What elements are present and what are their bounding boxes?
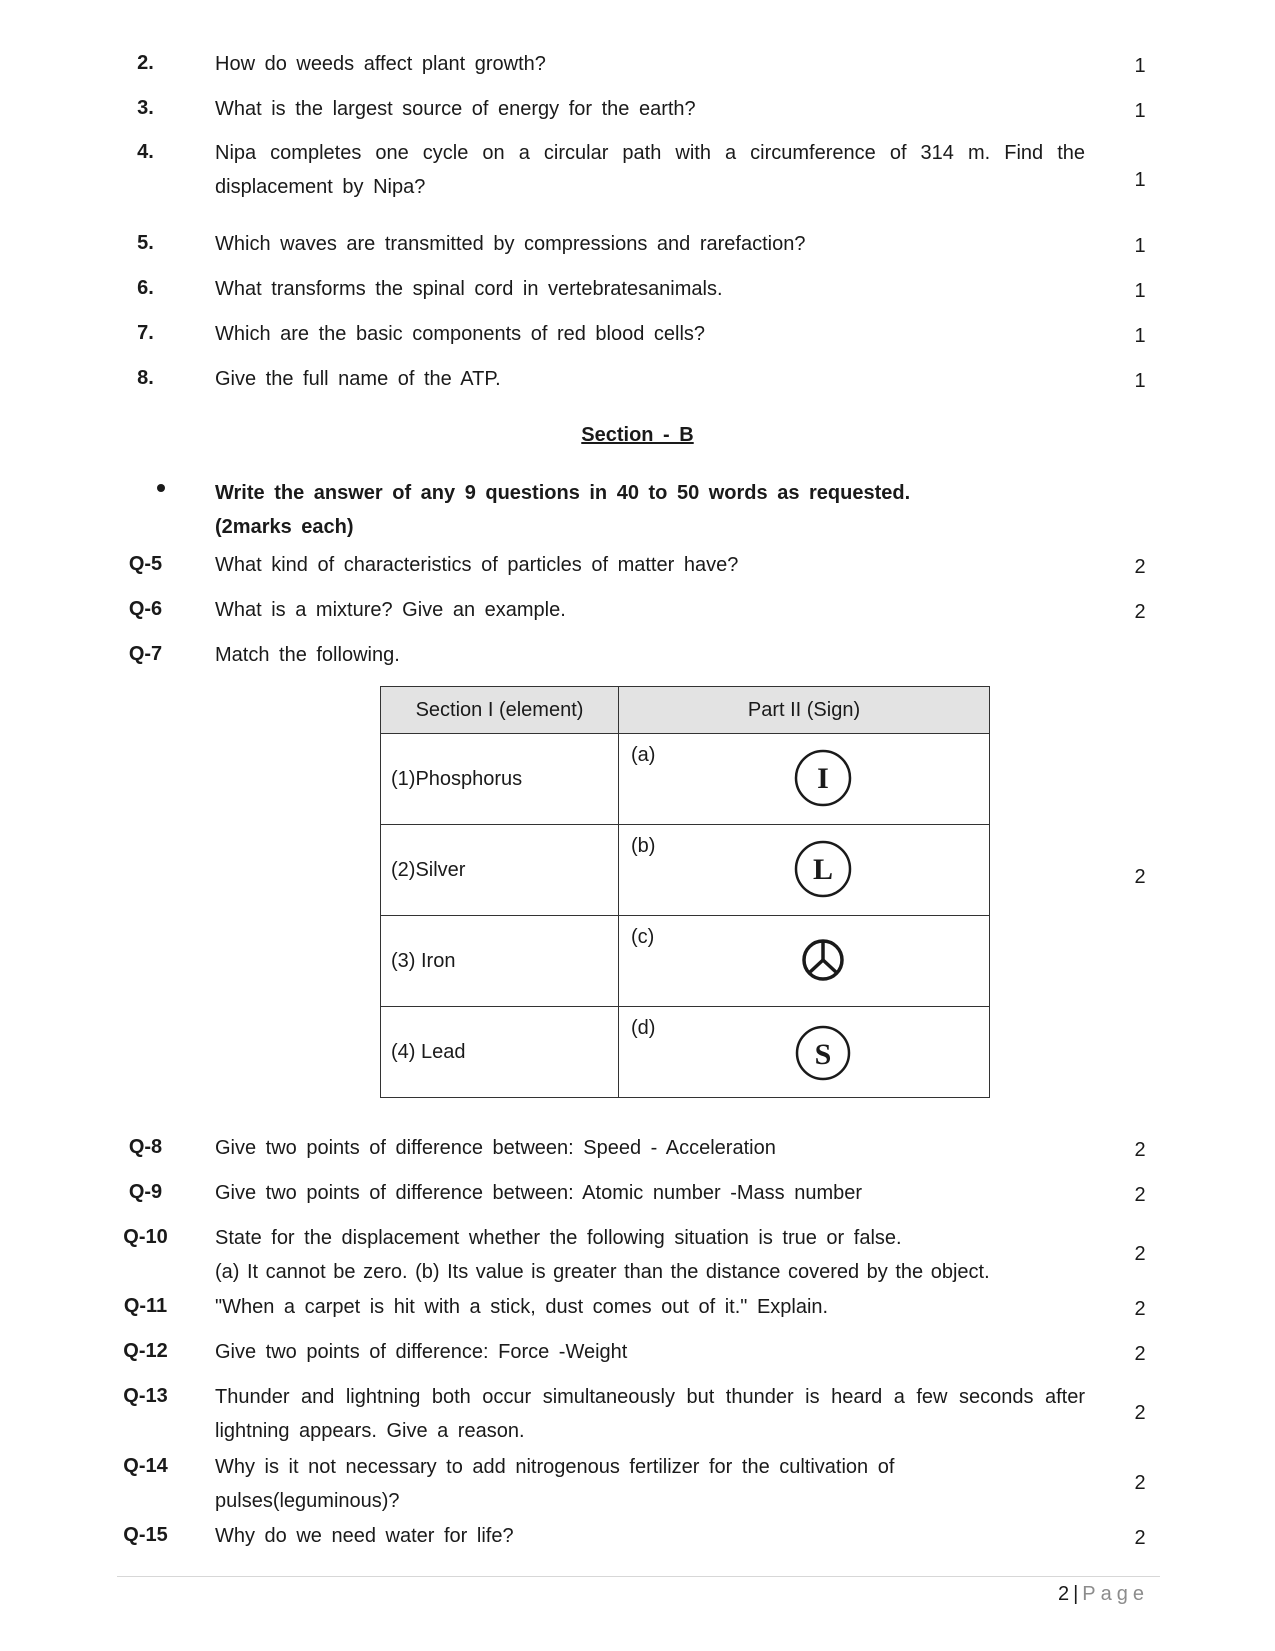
question-line: pulses(leguminous)? bbox=[215, 1490, 400, 1512]
sign-cell bbox=[619, 1007, 990, 1098]
question-text: What is a mixture? Give an example. bbox=[215, 599, 566, 621]
question-mark: 1 bbox=[1134, 169, 1146, 191]
question-mark: 1 bbox=[1134, 55, 1146, 77]
option-letter: (b) bbox=[631, 835, 656, 857]
dalton-symbol-peace-icon bbox=[793, 928, 853, 992]
question-mark: 2 bbox=[1134, 866, 1146, 888]
question-text: Why do we need water for life? bbox=[215, 1525, 514, 1547]
question-text: Give the full name of the ATP. bbox=[215, 368, 501, 390]
table-header-row bbox=[381, 687, 990, 734]
bullet-point bbox=[157, 484, 165, 492]
question-text: Nipa completes one cycle on a circular path with a circumference of 314 m. Find the displacement by Nipa? bbox=[215, 142, 1085, 198]
element-cell: (3) Iron bbox=[381, 916, 619, 1007]
question-number: 8. bbox=[137, 367, 154, 389]
table-header-sign: Part II (Sign) bbox=[619, 687, 990, 734]
element-cell: (2)Silver bbox=[381, 825, 619, 916]
question-number: 5. bbox=[137, 232, 154, 254]
dalton-symbol-s-icon bbox=[793, 1019, 853, 1083]
section-title: Section - B bbox=[581, 424, 694, 446]
question-mark: 2 bbox=[1134, 1184, 1146, 1206]
sign-cell bbox=[619, 916, 990, 1007]
question-number: 4. bbox=[137, 141, 154, 163]
question-number: 2. bbox=[137, 52, 154, 74]
question-number: Q-10 bbox=[123, 1226, 168, 1248]
option-letter: (c) bbox=[631, 926, 655, 948]
table-row bbox=[381, 1007, 990, 1098]
question-number: Q-14 bbox=[123, 1455, 168, 1477]
page-label: Page bbox=[1082, 1583, 1149, 1605]
question-number: Q-13 bbox=[123, 1385, 168, 1407]
question-mark: 1 bbox=[1134, 280, 1146, 302]
question-line: Why is it not necessary to add nitrogenous fertilizer for the cultivation of bbox=[215, 1456, 895, 1478]
question-mark: 1 bbox=[1134, 235, 1146, 257]
question-number: Q-8 bbox=[128, 1136, 163, 1158]
question-text: "When a carpet is hit with a stick, dust comes out of it." Explain. bbox=[215, 1296, 829, 1318]
question-mark: 1 bbox=[1134, 370, 1146, 392]
instruction-line: (2marks each) bbox=[215, 516, 354, 538]
question-mark: 2 bbox=[1134, 1139, 1146, 1161]
question-mark: 2 bbox=[1134, 1527, 1146, 1549]
instruction-line: Write the answer of any 9 questions in 40 to 50 words as requested. bbox=[215, 482, 911, 504]
page-footer bbox=[1058, 1583, 1149, 1606]
dalton-symbol-l-icon bbox=[793, 837, 853, 901]
question-mark: 2 bbox=[1134, 1343, 1146, 1365]
element-cell: (1)Phosphorus bbox=[381, 734, 619, 825]
sign-cell bbox=[619, 734, 990, 825]
question-number: Q-15 bbox=[123, 1524, 168, 1546]
question-text: Which are the basic components of red blood cells? bbox=[215, 323, 706, 345]
question-text: Give two points of difference: Force -Weight bbox=[215, 1341, 628, 1363]
question-number: Q-9 bbox=[128, 1181, 163, 1203]
question-mark: 2 bbox=[1134, 1298, 1146, 1320]
option-letter: (a) bbox=[631, 744, 656, 766]
option-letter: (d) bbox=[631, 1017, 656, 1039]
question-text: Match the following. bbox=[215, 644, 400, 666]
question-number: 7. bbox=[137, 322, 154, 344]
symbol-letter: L bbox=[812, 853, 834, 886]
question-mark: 2 bbox=[1134, 1472, 1146, 1494]
question-mark: 1 bbox=[1134, 100, 1146, 122]
element-cell: (4) Lead bbox=[381, 1007, 619, 1098]
symbol-letter: S bbox=[814, 1038, 832, 1071]
question-mark: 2 bbox=[1134, 556, 1146, 578]
question-mark: 1 bbox=[1134, 325, 1146, 347]
question-text: How do weeds affect plant growth? bbox=[215, 53, 546, 75]
question-text: Give two points of difference between: Speed - Acceleration bbox=[215, 1137, 776, 1159]
question-number: Q-6 bbox=[128, 598, 163, 620]
question-line: (a) It cannot be zero. (b) Its value is greater than the distance covered by the object. bbox=[215, 1261, 990, 1283]
table-header-element: Section I (element) bbox=[381, 687, 619, 734]
sign-cell bbox=[619, 825, 990, 916]
dalton-symbol-i-icon bbox=[793, 746, 853, 810]
question-number: Q-11 bbox=[123, 1295, 168, 1317]
table-row bbox=[381, 825, 990, 916]
question-text: Give two points of difference between: Atomic number -Mass number bbox=[215, 1182, 863, 1204]
question-text bbox=[215, 1450, 1085, 1518]
page-number: 2 bbox=[1057, 1583, 1070, 1605]
question-number: Q-5 bbox=[128, 553, 163, 575]
table-row bbox=[381, 734, 990, 825]
question-number: Q-7 bbox=[128, 643, 163, 665]
match-table bbox=[380, 686, 990, 1098]
question-mark: 2 bbox=[1134, 601, 1146, 623]
question-text: Thunder and lightning both occur simultaneously but thunder is heard a few seconds after lightning appears. Give a reason. bbox=[215, 1386, 1085, 1442]
question-text bbox=[215, 1221, 1085, 1289]
question-number: 6. bbox=[137, 277, 154, 299]
footer-divider bbox=[117, 1576, 1160, 1577]
question-mark: 2 bbox=[1134, 1402, 1146, 1424]
table-row bbox=[381, 916, 990, 1007]
question-mark: 2 bbox=[1134, 1243, 1146, 1265]
question-text: What kind of characteristics of particles of matter have? bbox=[215, 554, 739, 576]
question-text: What is the largest source of energy for the earth? bbox=[215, 98, 696, 120]
question-number: 3. bbox=[137, 97, 154, 119]
question-text: Which waves are transmitted by compressions and rarefaction? bbox=[215, 233, 806, 255]
question-line: State for the displacement whether the following situation is true or false. bbox=[215, 1227, 902, 1249]
footer-separator: | bbox=[1073, 1583, 1079, 1605]
question-number: Q-12 bbox=[123, 1340, 168, 1362]
question-text: What transforms the spinal cord in vertebratesanimals. bbox=[215, 278, 723, 300]
symbol-letter: I bbox=[817, 762, 829, 795]
section-instruction bbox=[215, 476, 1045, 544]
